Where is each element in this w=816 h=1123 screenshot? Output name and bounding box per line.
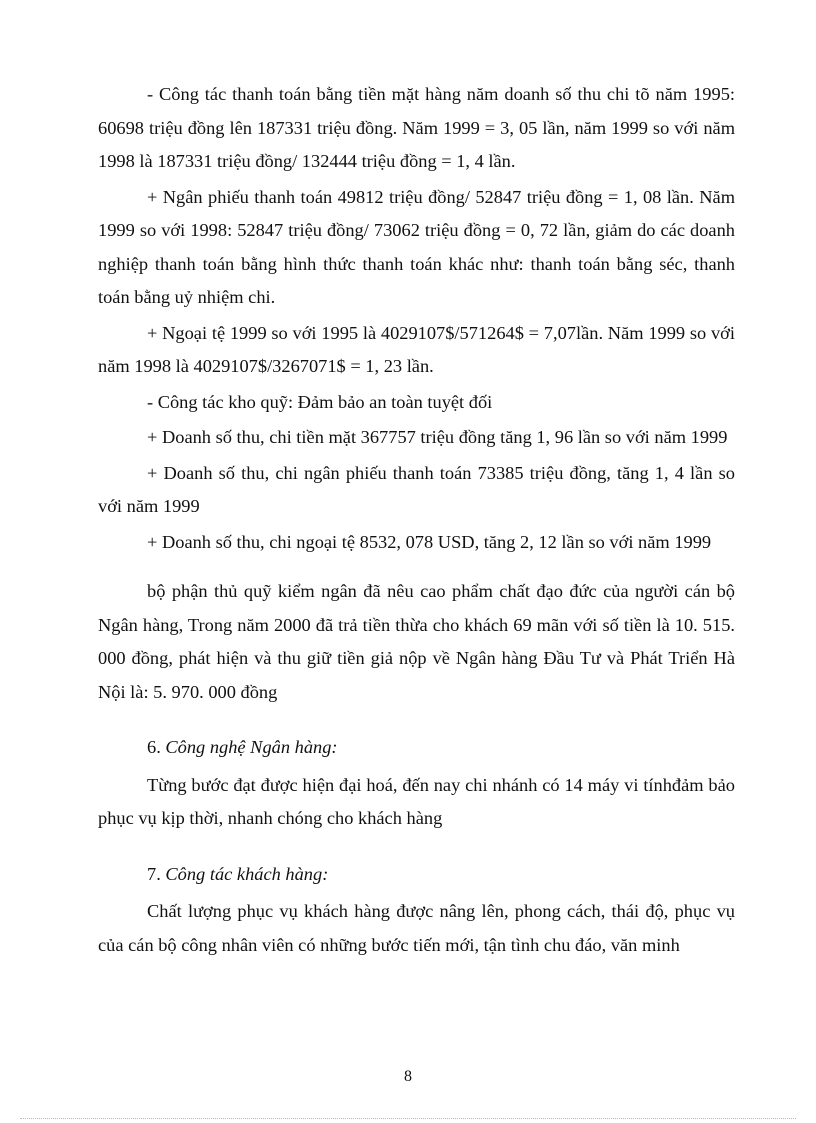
paragraph-currency-revenue: + Doanh số thu, chi ngoại tệ 8532, 078 USD, tăng 2, 12 lần so với năm 1999 xyxy=(147,531,712,552)
paragraph-treasury-staff: bộ phận thủ quỹ kiểm ngân đã nêu cao phẩm chất đạo đức của người cán bộ Ngân hàng, Trong năm 2000 đã trả tiền thừa cho khách 69 mãn với số tiền là 10. 515. 000 đồng, phát hiện và thu giữ tiền giả nộp về Ngân hàng Đầu Tư và Phát Triển Hà Nội là: 5. 970. 000 đồng xyxy=(98,581,735,702)
page-number: 8 xyxy=(404,1068,412,1085)
heading-number: 6. xyxy=(147,737,166,757)
paragraph-payment-checks: + Ngân phiếu thanh toán 49812 triệu đồng/ 52847 triệu đồng = 1, 08 lần. Năm 1999 so với 1998: 52847 triệu đồng/ 73062 triệu đồng = 0, 72 lần, giảm do các doanh nghiệp thanh toán bằng hình thức thanh toán khác như: thanh toán bằng séc, thanh toán bằng uỷ nhiệm chi. xyxy=(98,186,735,307)
document-body xyxy=(98,78,735,964)
paragraph-service-quality: Chất lượng phục vụ khách hàng được nâng lên, phong cách, thái độ, phục vụ của cán bộ công nhân viên có những bước tiến mới, tận tình chu đáo, văn minh xyxy=(98,901,735,955)
paragraph-modernization: Từng bước đạt được hiện đại hoá, đến nay chi nhánh có 14 máy vi tínhđảm bảo phục vụ kịp thời, nhanh chóng cho khách hàng xyxy=(98,774,735,828)
footer-divider xyxy=(20,1118,796,1119)
heading-banking-technology xyxy=(98,731,735,765)
heading-customer-work xyxy=(98,858,735,892)
paragraph-vault-work: - Công tác kho quỹ: Đảm bảo an toàn tuyệt đối xyxy=(147,391,493,412)
paragraph-cash-revenue: + Doanh số thu, chi tiền mặt 367757 triệu đồng tăng 1, 96 lần so với năm 1999 xyxy=(147,427,728,447)
heading-number: 7. xyxy=(147,863,166,884)
paragraph-check-revenue: + Doanh số thu, chi ngân phiếu thanh toán 73385 triệu đồng, tăng 1, 4 lần so với năm 1999 xyxy=(98,462,735,516)
paragraph-cash-payment: - Công tác thanh toán bằng tiền mặt hàng năm doanh số thu chi tõ năm 1995: 60698 triệu đồng lên 187331 triệu đồng. Năm 1999 = 3, 05 lần, năm 1999 so với năm 1998 là 187331 triệu đồng/ 132444 triệu đồng = 1, 4 lần. xyxy=(98,84,735,171)
heading-title: Công tác khách hàng: xyxy=(165,863,329,884)
paragraph-foreign-currency: + Ngoại tệ 1999 so với 1995 là 4029107$/571264$ = 7,07lần. Năm 1999 so với năm 1998 là 4029107$/3267071$ = 1, 23 lần. xyxy=(98,322,735,376)
heading-title: Công nghệ Ngân hàng: xyxy=(165,737,338,757)
